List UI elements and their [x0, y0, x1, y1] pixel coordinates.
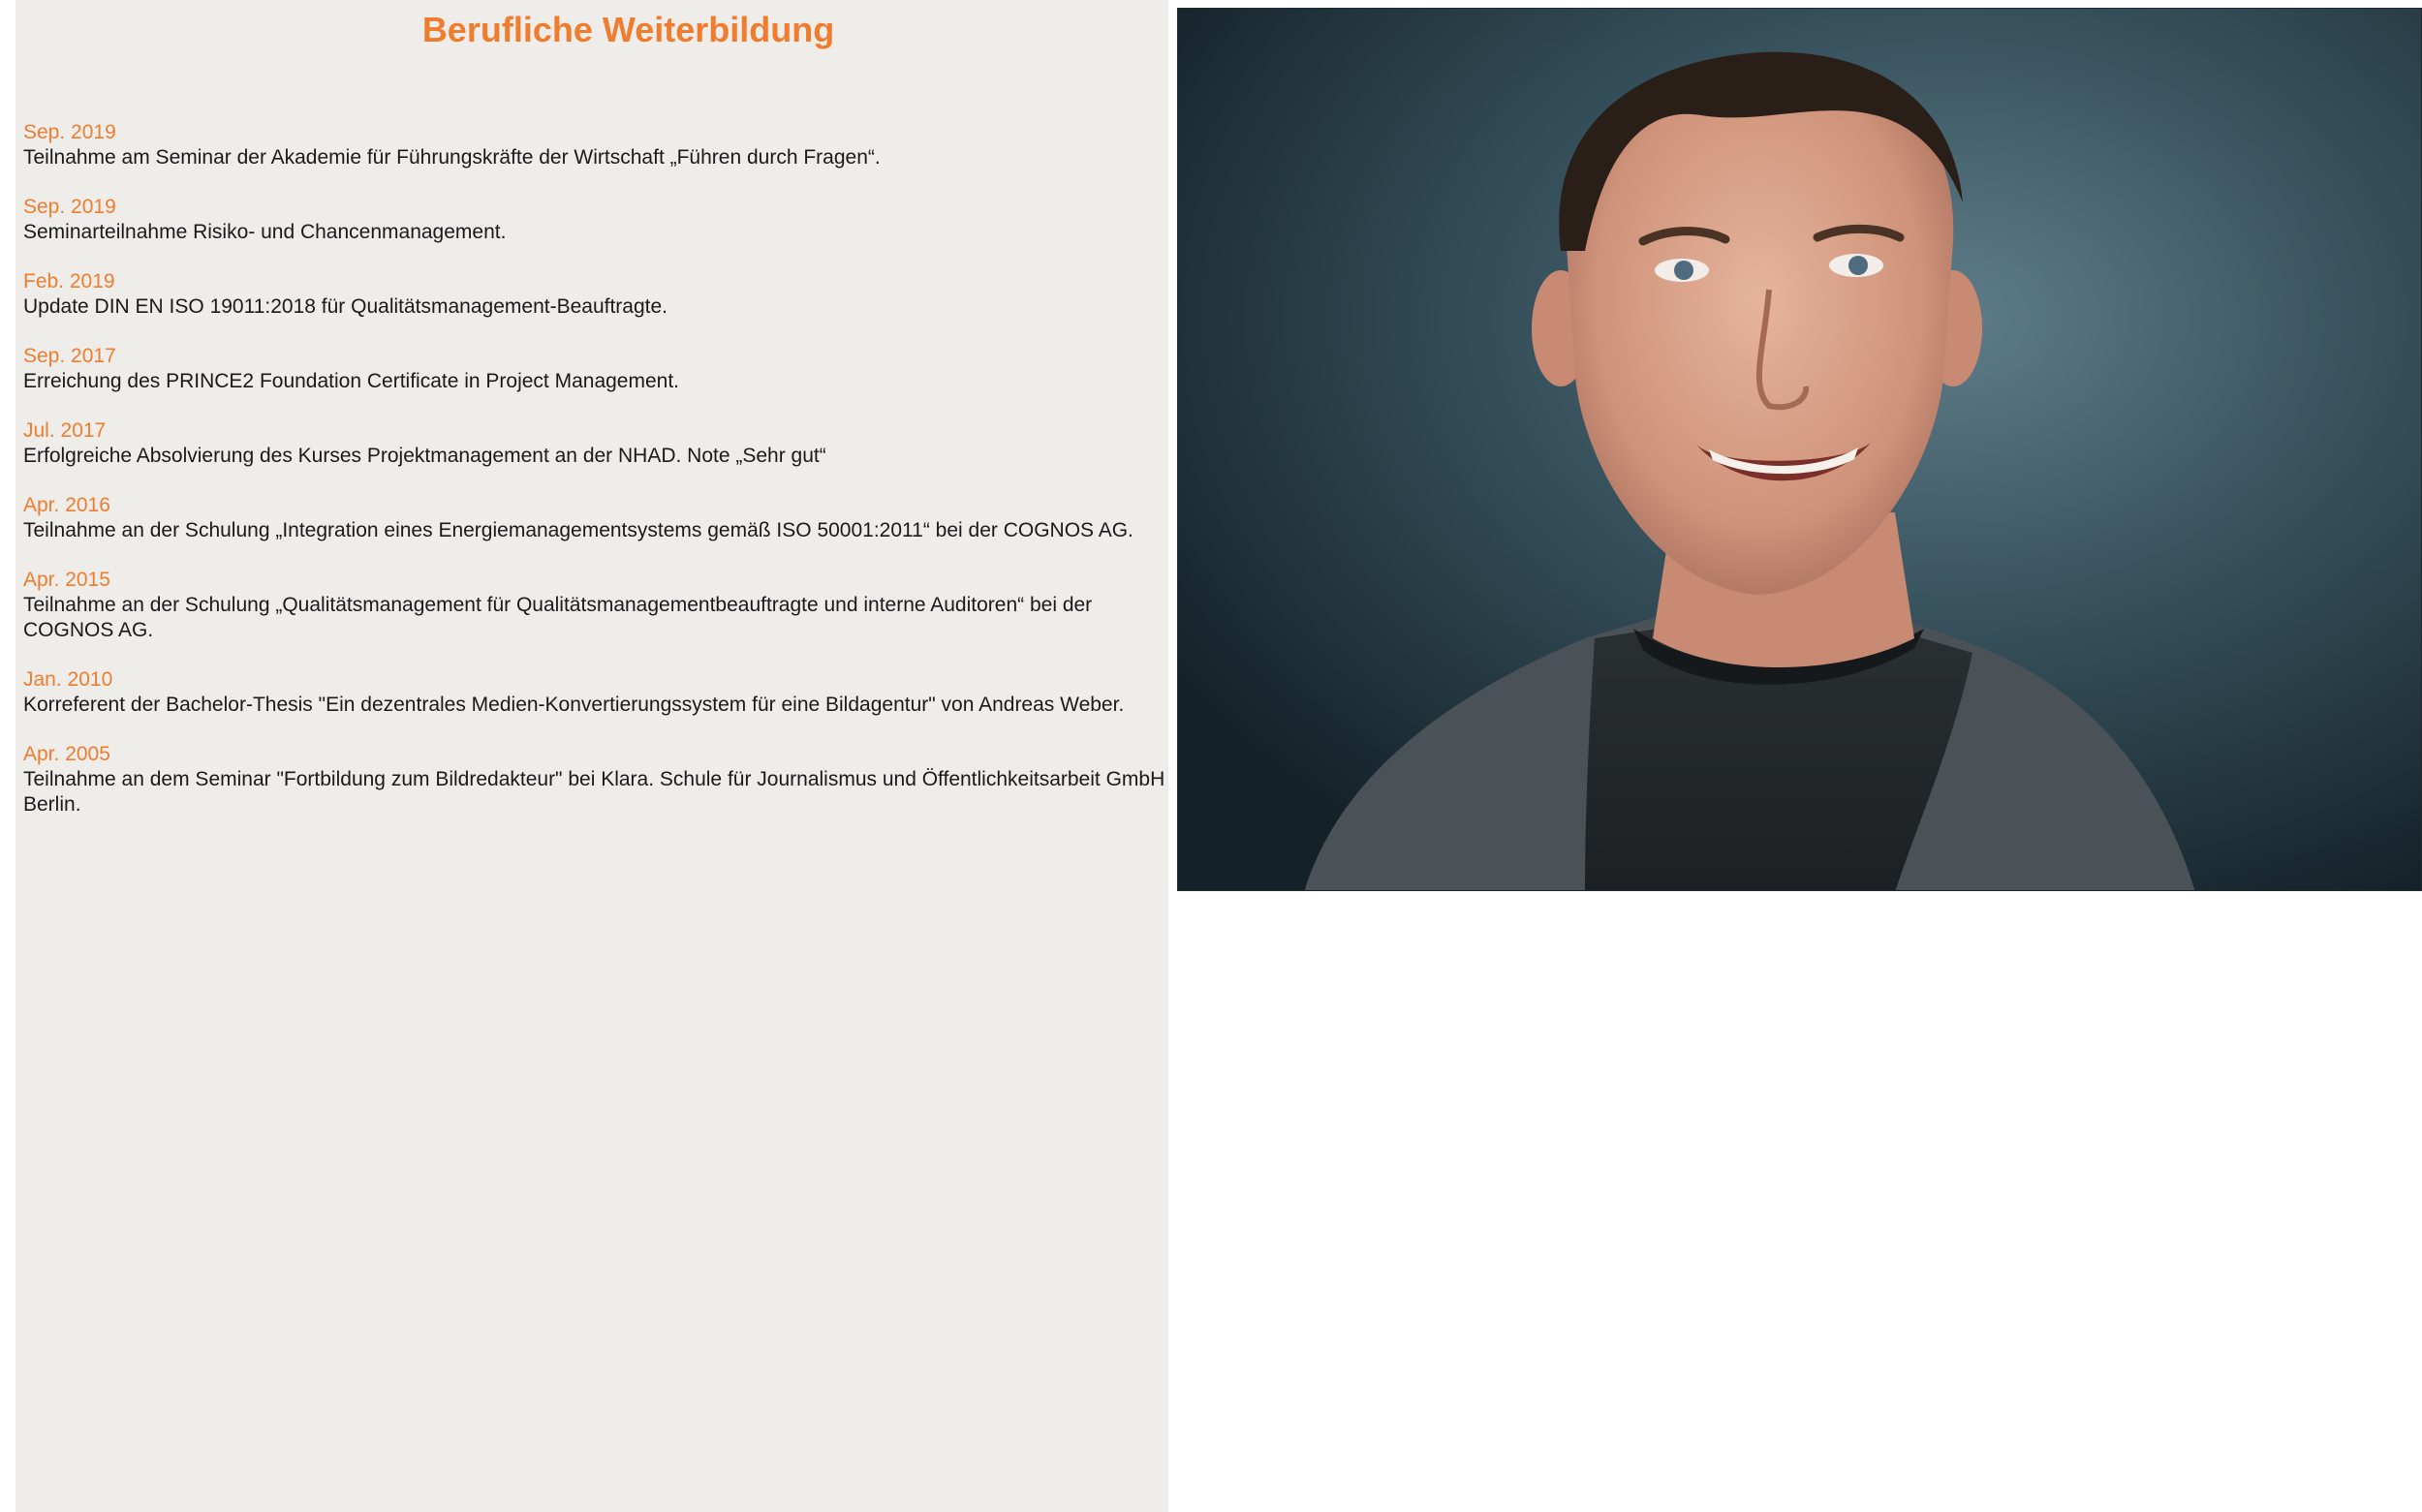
entry-date: Feb. 2019: [23, 270, 115, 293]
entry-description: Seminarteilnahme Risiko- und Chancenmanagement.: [23, 221, 507, 243]
list-item: [23, 493, 1166, 543]
list-item: [23, 269, 1166, 320]
entry-description: Erfolgreiche Absolvierung des Kurses Projektmanagement an der NHAD. Note „Sehr gut“: [23, 445, 826, 467]
page-title: Berufliche Weiterbildung: [421, 10, 835, 49]
entry-list: [23, 120, 1166, 842]
list-item: [23, 120, 1166, 170]
entry-date: Apr. 2005: [23, 743, 110, 765]
entry-description: Teilnahme an der Schulung „Qualitätsmanagement für Qualitätsmanagementbeauftragte und interne Auditoren“ bei der COGNOS AG.: [23, 594, 1093, 641]
weiterbildung-panel: [16, 0, 1168, 1512]
list-item: [23, 742, 1166, 818]
entry-date: Sep. 2019: [23, 121, 116, 143]
entry-description: Update DIN EN ISO 19011:2018 für Qualitätsmanagement-Beauftragte.: [23, 295, 668, 318]
list-item: [23, 344, 1166, 394]
entry-description: Teilnahme an der Schulung „Integration eines Energiemanagementsystems gemäß ISO 50001:2011“ bei der COGNOS AG.: [23, 519, 1133, 541]
portrait-photo: [1177, 8, 2422, 891]
entry-date: Apr. 2015: [23, 569, 110, 591]
entry-date: Jan. 2010: [23, 668, 113, 691]
entry-description: Teilnahme an dem Seminar "Fortbildung zum Bildredakteur" bei Klara. Schule für Journalismus und Öffentlichkeitsarbeit GmbH Berlin.: [23, 768, 1165, 816]
entry-description: Erreichung des PRINCE2 Foundation Certificate in Project Management.: [23, 370, 680, 392]
list-item: [23, 667, 1166, 718]
entry-date: Sep. 2019: [23, 196, 116, 218]
list-item: [23, 195, 1166, 245]
entry-description: Korreferent der Bachelor-Thesis "Ein dezentrales Medien-Konvertierungssystem für eine Bildagentur" von Andreas Weber.: [23, 694, 1125, 716]
entry-date: Sep. 2017: [23, 345, 116, 367]
list-item: [23, 418, 1166, 469]
entry-date: Apr. 2016: [23, 494, 110, 516]
list-item: [23, 568, 1166, 643]
entry-date: Jul. 2017: [23, 419, 107, 442]
entry-description: Teilnahme am Seminar der Akademie für Führungskräfte der Wirtschaft „Führen durch Fragen“.: [23, 146, 881, 169]
